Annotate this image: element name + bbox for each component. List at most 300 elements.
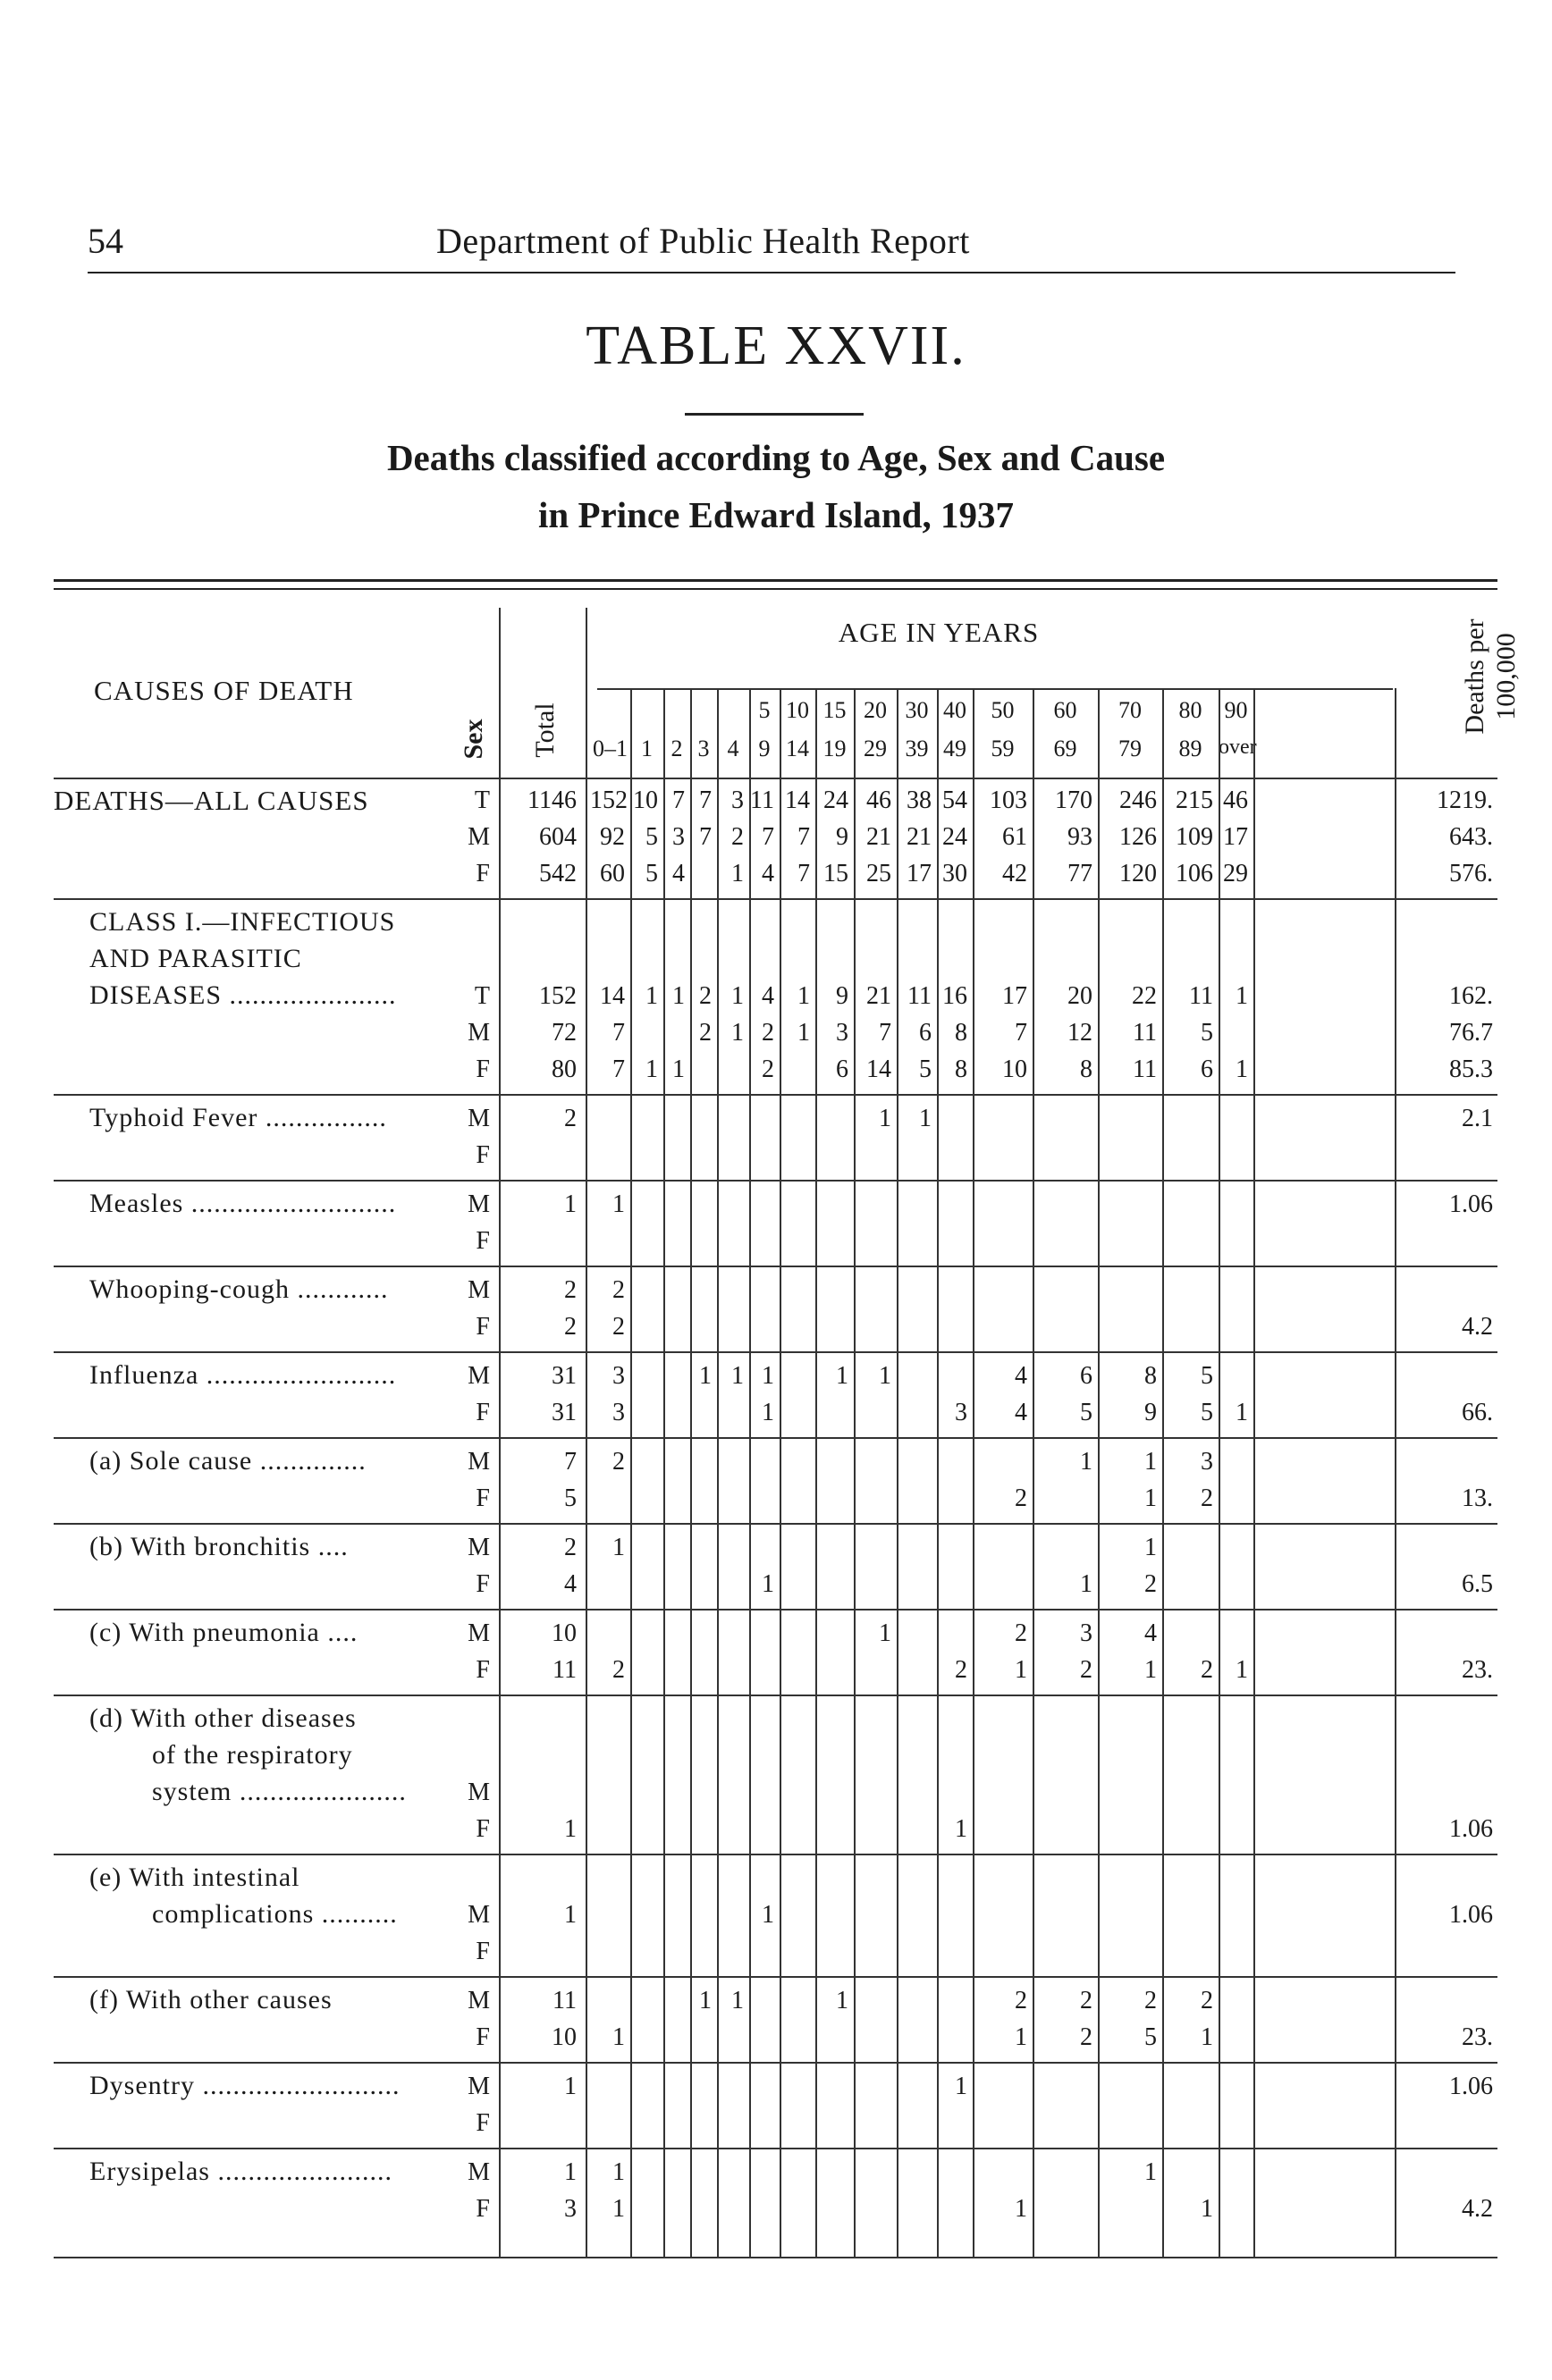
row-label: Typhoid Fever ................ (89, 1103, 387, 1132)
age-cell: 1 (836, 1362, 848, 1390)
age-cell: 21 (866, 982, 891, 1010)
age-cell: 8 (1080, 1055, 1092, 1083)
age-column-top-label: 60 (1053, 697, 1077, 723)
table-top-rule (54, 579, 1497, 582)
age-cell: 7 (797, 823, 810, 851)
row-total: 1146 (527, 786, 577, 814)
age-cell: 109 (1176, 823, 1213, 851)
age-cell: 3 (672, 823, 685, 851)
age-cell: 1 (1144, 1656, 1157, 1684)
age-cell: 1 (797, 982, 810, 1010)
table-row (0, 1360, 1552, 1397)
table-row (0, 1274, 1552, 1311)
row-total: 2 (564, 1276, 577, 1304)
row-sex: F (476, 2109, 490, 2137)
age-column-bottom-label: 89 (1178, 736, 1202, 761)
age-cell: 1 (762, 1399, 774, 1426)
table-row (0, 1985, 1552, 2022)
age-cell: 1 (1015, 1656, 1027, 1684)
age-cell: 17 (1002, 982, 1027, 1010)
row-sex: M (468, 2158, 490, 2186)
age-cell: 106 (1176, 860, 1213, 887)
age-cell: 3 (1201, 1448, 1213, 1476)
group-separator (54, 1351, 1497, 1353)
age-header: AGE IN YEARS (838, 617, 1040, 648)
age-cell: 1 (1236, 1399, 1248, 1426)
age-column-bottom-label: 79 (1118, 736, 1142, 761)
table-row (0, 907, 1552, 944)
row-label: DEATHS—ALL CAUSES (54, 785, 369, 816)
age-column-bottom-label: 59 (991, 736, 1015, 761)
age-column-bottom-label: 9 (758, 736, 771, 761)
table-row (0, 1618, 1552, 1654)
age-column-bottom-label: 69 (1053, 736, 1077, 761)
row-label: Dysentry .......................... (89, 2071, 401, 2100)
age-column-bottom-label: 1 (641, 736, 653, 761)
age-cell: 2 (955, 1656, 967, 1684)
age-cell: 2 (1080, 2023, 1092, 2051)
age-cell: 4 (762, 982, 774, 1010)
table-row (0, 944, 1552, 980)
age-column-bottom-label: 2 (671, 736, 683, 761)
age-cell: 77 (1067, 860, 1092, 887)
age-cell: 1 (645, 982, 658, 1010)
age-cell: 170 (1055, 786, 1092, 814)
row-sex: M (468, 1190, 490, 1218)
age-cell: 5 (1144, 2023, 1157, 2051)
table-subtitle-line-2: in Prince Edward Island, 1937 (538, 494, 1014, 535)
row-total: 1 (564, 2158, 577, 2186)
age-cell: 1 (612, 2158, 625, 2186)
group-separator (54, 2062, 1497, 2064)
age-cell: 1 (672, 1055, 685, 1083)
row-total: 2 (564, 1313, 577, 1341)
row-label: (b) With bronchitis .... (89, 1532, 349, 1561)
age-cell: 1 (699, 1987, 712, 2014)
age-cell: 5 (645, 860, 658, 887)
row-total: 1 (564, 1901, 577, 1929)
age-cell: 12 (1067, 1019, 1092, 1047)
age-cell: 14 (600, 982, 625, 1010)
table-row (0, 1936, 1552, 1972)
row-sex: F (476, 1656, 490, 1684)
age-cell: 14 (785, 786, 810, 814)
cause-header: CAUSES OF DEATH (94, 675, 354, 706)
age-cell: 6 (1080, 1362, 1092, 1390)
row-sex: F (476, 1815, 490, 1843)
row-sex: F (476, 1227, 490, 1255)
row-total: 2 (564, 1534, 577, 1561)
row-rate: 85.3 (1449, 1055, 1493, 1083)
age-cell: 2 (699, 1019, 712, 1047)
row-label: CLASS I.—INFECTIOUS (89, 907, 396, 937)
row-sex: M (468, 1901, 490, 1929)
table-row (0, 821, 1552, 858)
age-cell: 17 (1223, 823, 1248, 851)
age-column-bottom-label: 3 (697, 736, 710, 761)
age-cell: 126 (1119, 823, 1157, 851)
row-sex: M (468, 1779, 490, 1806)
group-separator (54, 1976, 1497, 1978)
row-sex: F (476, 1055, 490, 1083)
age-column-bottom-label: 19 (822, 736, 847, 761)
age-cell: 1 (612, 1190, 625, 1218)
row-total: 11 (552, 1987, 577, 2014)
table-title: TABLE XXVII. (586, 315, 966, 376)
age-cell: 5 (1201, 1362, 1213, 1390)
age-cell: 21 (866, 823, 891, 851)
age-cell: 6 (1201, 1055, 1213, 1083)
age-cell: 2 (762, 1055, 774, 1083)
table-row (0, 1397, 1552, 1434)
age-column-bottom-label: 0–1 (593, 736, 628, 761)
table-row (0, 1532, 1552, 1568)
row-rate: 643. (1449, 823, 1493, 851)
age-cell: 1 (879, 1105, 891, 1132)
age-cell: 46 (866, 786, 891, 814)
row-sex: M (468, 1987, 490, 2014)
header-bottom-rule (54, 778, 1497, 779)
age-column-top-label: 70 (1118, 697, 1142, 723)
age-cell: 11 (1133, 1055, 1157, 1083)
rate-header-line-1: Deaths per (1460, 618, 1489, 735)
row-label: (d) With other diseases (89, 1703, 357, 1733)
row-label: (e) With intestinal (89, 1863, 300, 1892)
age-cell: 2 (1201, 1987, 1213, 2014)
age-cell: 2 (1015, 1484, 1027, 1512)
age-cell: 2 (1201, 1656, 1213, 1684)
row-rate: 2.1 (1462, 1105, 1493, 1132)
age-cell: 8 (955, 1019, 967, 1047)
age-cell: 38 (907, 786, 932, 814)
row-sex: F (476, 860, 490, 887)
row-total: 2 (564, 1105, 577, 1132)
age-cell: 2 (1201, 1484, 1213, 1512)
age-cell: 6 (836, 1055, 848, 1083)
table-row (0, 2107, 1552, 2144)
age-cell: 1 (879, 1362, 891, 1390)
age-cell: 9 (836, 823, 848, 851)
rate-header-line-2: 100,000 (1491, 633, 1521, 720)
age-cell: 14 (866, 1055, 891, 1083)
age-cell: 1 (612, 1534, 625, 1561)
age-cell: 1 (1144, 1484, 1157, 1512)
row-sex: F (476, 1313, 490, 1341)
table-subtitle-line-1: Deaths classified according to Age, Sex and Cause (386, 437, 1166, 478)
age-cell: 3 (731, 786, 744, 814)
age-cell: 1 (699, 1362, 712, 1390)
row-label: DISEASES ...................... (89, 980, 397, 1010)
row-total: 7 (564, 1448, 577, 1476)
age-cell: 1 (1236, 982, 1248, 1010)
age-cell: 3 (612, 1399, 625, 1426)
age-cell: 4 (762, 860, 774, 887)
age-cell: 2 (762, 1019, 774, 1047)
row-rate: 76.7 (1449, 1019, 1493, 1047)
age-cell: 1 (879, 1619, 891, 1647)
age-column-top-label: 80 (1178, 697, 1202, 723)
age-cell: 4 (1015, 1362, 1027, 1390)
age-cell: 1 (731, 982, 744, 1010)
table-row (0, 1311, 1552, 1348)
age-cell: 120 (1119, 860, 1157, 887)
table-row (0, 2193, 1552, 2230)
age-column-top-label: 5 (758, 697, 771, 723)
age-cell: 152 (590, 786, 628, 814)
row-total: 604 (539, 823, 577, 851)
row-label: of the respiratory (152, 1740, 353, 1770)
age-cell: 7 (797, 860, 810, 887)
age-cell: 3 (836, 1019, 848, 1047)
age-cell: 5 (645, 823, 658, 851)
row-total: 72 (552, 1019, 577, 1047)
age-cell: 2 (1144, 1987, 1157, 2014)
age-cell: 11 (907, 982, 932, 1010)
age-cell: 7 (699, 786, 712, 814)
age-cell: 1 (1144, 2158, 1157, 2186)
row-sex: M (468, 823, 490, 851)
age-cell: 7 (612, 1055, 625, 1083)
age-cell: 1 (612, 2195, 625, 2223)
age-cell: 3 (612, 1362, 625, 1390)
age-cell: 1 (762, 1362, 774, 1390)
age-cell: 1 (1015, 2195, 1027, 2223)
sex-header: Sex (459, 719, 488, 760)
age-cell: 1 (1144, 1534, 1157, 1561)
row-sex: M (468, 2073, 490, 2100)
row-sex: F (476, 1570, 490, 1598)
age-cell: 21 (907, 823, 932, 851)
age-cell: 30 (942, 860, 967, 887)
age-cell: 7 (672, 786, 685, 814)
row-rate: 23. (1462, 2023, 1493, 2051)
row-sex: T (474, 786, 490, 814)
row-sex: F (476, 1141, 490, 1169)
row-sex: F (476, 2023, 490, 2051)
age-cell: 1 (1080, 1570, 1092, 1598)
row-label: (f) With other causes (89, 1985, 333, 2014)
age-column-top-label: 40 (943, 697, 966, 723)
age-cell: 7 (612, 1019, 625, 1047)
table-row (0, 1703, 1552, 1740)
row-total: 1 (564, 2073, 577, 2100)
table-row (0, 1740, 1552, 1777)
age-column-top-label: 30 (905, 697, 929, 723)
table-row (0, 1813, 1552, 1850)
age-cell: 2 (612, 1276, 625, 1304)
age-cell: 22 (1132, 982, 1157, 1010)
table-row (0, 980, 1552, 1017)
row-sex: M (468, 1105, 490, 1132)
table-top-rule-inner (54, 588, 1497, 590)
row-total: 80 (552, 1055, 577, 1083)
table-row (0, 1654, 1552, 1691)
age-column-bottom-label: 39 (905, 736, 929, 761)
age-column-top-label: 90 (1224, 697, 1248, 723)
age-cell: 5 (1201, 1399, 1213, 1426)
age-column-bottom-label: 49 (943, 736, 966, 761)
total-header: Total (530, 702, 560, 758)
age-cell: 2 (612, 1313, 625, 1341)
age-cell: 1 (1201, 2195, 1213, 2223)
row-rate: 4.2 (1462, 1313, 1493, 1341)
age-cell: 15 (823, 860, 848, 887)
age-cell: 25 (866, 860, 891, 887)
age-cell: 11 (1133, 1019, 1157, 1047)
row-label: (c) With pneumonia .... (89, 1618, 358, 1647)
table-row (0, 1017, 1552, 1054)
age-cell: 5 (919, 1055, 932, 1083)
row-sex: M (468, 1019, 490, 1047)
group-separator (54, 1437, 1497, 1439)
row-label: AND PARASITIC (89, 944, 302, 973)
group-separator (54, 2148, 1497, 2149)
age-cell: 1 (1236, 1055, 1248, 1083)
group-separator (54, 1695, 1497, 1696)
table-row (0, 1899, 1552, 1936)
row-rate: 66. (1462, 1399, 1493, 1426)
age-column-bottom-label: 14 (786, 736, 809, 761)
age-cell: 1 (919, 1105, 932, 1132)
age-cell: 9 (1144, 1399, 1157, 1426)
age-cell: 4 (1144, 1619, 1157, 1647)
age-cell: 1 (955, 1815, 967, 1843)
age-cell: 7 (879, 1019, 891, 1047)
row-total: 10 (552, 2023, 577, 2051)
row-label: Erysipelas ....................... (89, 2157, 392, 2186)
table-row (0, 1140, 1552, 1176)
row-label: (a) Sole cause .............. (89, 1446, 367, 1476)
age-cell: 1 (731, 1987, 744, 2014)
age-cell: 1 (762, 1901, 774, 1929)
age-cell: 246 (1119, 786, 1157, 814)
row-rate: 162. (1449, 982, 1493, 1010)
row-rate: 6.5 (1462, 1570, 1493, 1598)
age-cell: 11 (750, 786, 774, 814)
row-sex: F (476, 1938, 490, 1965)
age-cell: 7 (1015, 1019, 1027, 1047)
row-total: 1 (564, 1815, 577, 1843)
age-cell: 1 (1201, 2023, 1213, 2051)
age-cell: 46 (1223, 786, 1248, 814)
age-cell: 9 (836, 982, 848, 1010)
row-sex: T (474, 982, 490, 1010)
age-column-bottom-label: over (1219, 736, 1257, 759)
age-cell: 215 (1176, 786, 1213, 814)
row-total: 31 (552, 1362, 577, 1390)
table-row (0, 858, 1552, 895)
row-total: 3 (564, 2195, 577, 2223)
age-cell: 17 (907, 860, 932, 887)
age-cell: 2 (699, 982, 712, 1010)
age-cell: 29 (1223, 860, 1248, 887)
row-rate: 23. (1462, 1656, 1493, 1684)
row-rate: 1.06 (1449, 1901, 1493, 1929)
table-row (0, 1189, 1552, 1225)
running-title: Department of Public Health Report (436, 221, 970, 261)
age-cell: 1 (955, 2073, 967, 2100)
age-cell: 11 (1189, 982, 1213, 1010)
age-cell: 61 (1002, 823, 1027, 851)
age-cell: 7 (762, 823, 774, 851)
age-cell: 92 (600, 823, 625, 851)
age-cell: 16 (942, 982, 967, 1010)
age-column-top-label: 20 (864, 697, 887, 723)
age-cell: 2 (612, 1656, 625, 1684)
row-total: 11 (552, 1656, 577, 1684)
age-cell: 1 (645, 1055, 658, 1083)
age-cell: 2 (612, 1448, 625, 1476)
group-separator (54, 1609, 1497, 1610)
row-sex: M (468, 1619, 490, 1647)
age-cell: 1 (1080, 1448, 1092, 1476)
age-cell: 8 (955, 1055, 967, 1083)
age-cell: 7 (699, 823, 712, 851)
age-cell: 1 (612, 2023, 625, 2051)
row-rate: 576. (1449, 860, 1493, 887)
row-rate: 13. (1462, 1484, 1493, 1512)
table-row (0, 1225, 1552, 1262)
table-row (0, 1863, 1552, 1899)
row-label: Influenza ......................... (89, 1360, 397, 1390)
age-column-top-label: 10 (786, 697, 809, 723)
row-total: 542 (539, 860, 577, 887)
age-cell: 2 (1015, 1619, 1027, 1647)
age-cell: 1 (797, 1019, 810, 1047)
group-separator (54, 1266, 1497, 1267)
row-total: 5 (564, 1484, 577, 1512)
age-cell: 3 (955, 1399, 967, 1426)
group-separator (54, 1854, 1497, 1855)
table-row (0, 2022, 1552, 2058)
table-row (0, 1054, 1552, 1090)
title-rule (685, 413, 864, 416)
age-cell: 1 (762, 1570, 774, 1598)
age-cell: 10 (633, 786, 658, 814)
row-label: complications .......... (152, 1899, 398, 1929)
group-separator (54, 1180, 1497, 1182)
page-number: 54 (88, 221, 123, 261)
age-column-bottom-label: 29 (864, 736, 887, 761)
row-sex: F (476, 1399, 490, 1426)
age-cell: 2 (1080, 1987, 1092, 2014)
age-cell: 5 (1201, 1019, 1213, 1047)
group-separator (54, 898, 1497, 900)
row-rate: 1.06 (1449, 2073, 1493, 2100)
row-sex: F (476, 1484, 490, 1512)
group-separator (54, 1094, 1497, 1096)
row-total: 1 (564, 1190, 577, 1218)
row-label: Measles ........................... (89, 1189, 397, 1218)
row-rate: 1219. (1437, 786, 1493, 814)
age-cell: 54 (942, 786, 967, 814)
table-row (0, 1483, 1552, 1519)
age-cell: 1 (731, 1362, 744, 1390)
row-sex: M (468, 1534, 490, 1561)
age-column-bottom-label: 4 (727, 736, 739, 761)
age-cell: 103 (990, 786, 1027, 814)
age-cell: 1 (1015, 2023, 1027, 2051)
table-row (0, 785, 1552, 821)
row-rate: 1.06 (1449, 1815, 1493, 1843)
age-cell: 1 (731, 1019, 744, 1047)
age-cell: 1 (672, 982, 685, 1010)
table-row (0, 1568, 1552, 1605)
age-cell: 2 (1144, 1570, 1157, 1598)
age-cell: 24 (942, 823, 967, 851)
age-cell: 2 (731, 823, 744, 851)
age-cell: 4 (672, 860, 685, 887)
